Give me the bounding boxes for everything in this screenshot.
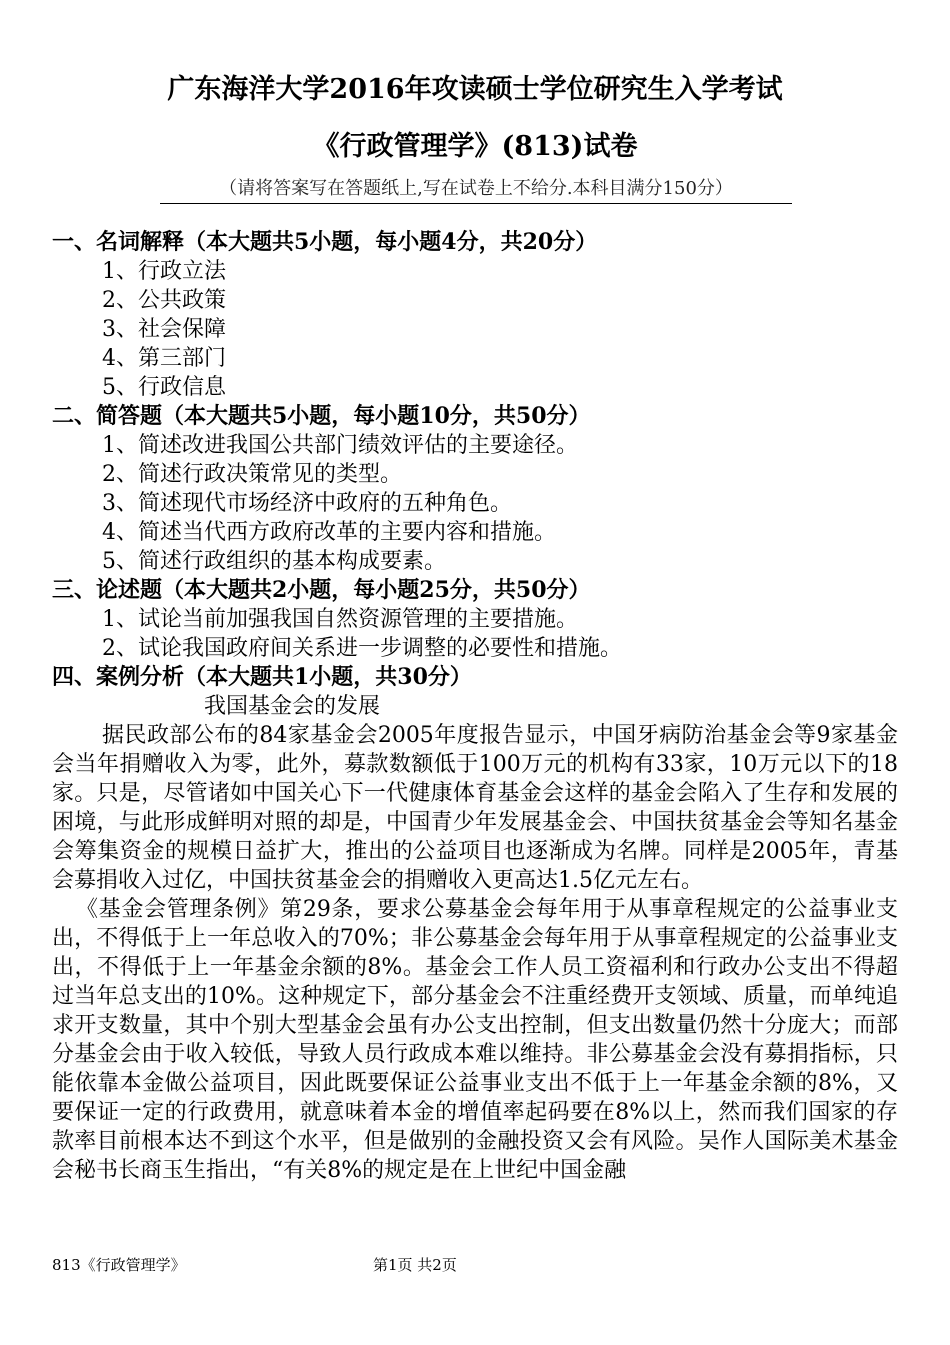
question-item: 3、社会保障 xyxy=(102,317,226,342)
question-item: 1、行政立法 xyxy=(102,259,226,284)
question-item: 5、简述行政组织的基本构成要素。 xyxy=(102,549,446,574)
footer-course: 813《行政管理学》 xyxy=(52,1256,186,1274)
question-item: 1、试论当前加强我国自然资源管理的主要措施。 xyxy=(102,607,578,632)
section-heading-3: 三、论述题（本大题共2小题，每小题25分，共50分） xyxy=(52,577,591,603)
case-paragraph: 据民政部公布的84家基金会2005年度报告显示，中国牙病防治基金会等9家基金会当年捐赠收入为零，此外，募款数额低于100万元的机构有33家，10万元以下的18家。只是，尽管诸如中国关心下一代健康体育基金会这样的基金会陷入了生存和发展的困境，与此形成鲜明对照的却是，中国青少年发展基金会、中国扶贫基金会等知名基金会筹集资金的规模日益扩大，推出的公益项目也逐渐成为名牌。同样是2005年，青基会募捐收入过亿，中国扶贫基金会的捐赠收入更高达1.5亿元左右。 xyxy=(52,723,898,893)
exam-content xyxy=(52,228,898,1185)
case-title: 我国基金会的发展 xyxy=(204,694,381,719)
exam-note: （请将答案写在答题纸上,写在试卷上不给分.本科目满分150分） xyxy=(160,175,792,204)
question-item: 5、行政信息 xyxy=(102,375,226,400)
exam-title: 广东海洋大学2016年攻读硕士学位研究生入学考试 xyxy=(167,74,783,105)
question-item: 4、简述当代西方政府改革的主要内容和措施。 xyxy=(102,520,556,545)
question-item: 4、第三部门 xyxy=(102,346,226,371)
question-item: 2、简述行政决策常见的类型。 xyxy=(102,462,402,487)
question-item: 3、简述现代市场经济中政府的五种角色。 xyxy=(102,491,512,516)
question-item: 2、公共政策 xyxy=(102,288,226,313)
section-heading-2: 二、简答题（本大题共5小题，每小题10分，共50分） xyxy=(52,403,591,429)
question-item: 1、简述改进我国公共部门绩效评估的主要途径。 xyxy=(102,433,578,458)
section-heading-4: 四、案例分析（本大题共1小题，共30分） xyxy=(52,664,472,690)
exam-subtitle: 《行政管理学》(813)试卷 xyxy=(312,131,638,162)
case-paragraph: 《基金会管理条例》第29条，要求公募基金会每年用于从事章程规定的公益事业支出，不得低于上一年总收入的70%；非公募基金会每年用于从事章程规定的公益事业支出，不得低于上一年基金余额的8%。基金会工作人员工资福利和行政办公支出不得超过当年总支出的10%。这种规定下，部分基金会不注重经费开支领域、质量，而单纯追求开支数量，其中个别大型基金会虽有办公支出控制，但支出数量仍然十分庞大；而部分基金会由于收入较低，导致人员行政成本难以维持。非公募基金会没有募捐指标，只能依靠本金做公益项目，因此既要保证公益事业支出不低于上一年基金余额的8%，又要保证一定的行政费用，就意味着本金的增值率起码要在8%以上，然而我们国家的存款率目前根本达不到这个水平，但是做别的金融投资又会有风险。吴作人国际美术基金会秘书长商玉生指出，“有关8%的规定是在上世纪中国金融 xyxy=(52,897,898,1183)
question-item: 2、试论我国政府间关系进一步调整的必要性和措施。 xyxy=(102,636,622,661)
footer-page-number: 第1页 共2页 xyxy=(373,1256,457,1274)
section-heading-1: 一、名词解释（本大题共5小题，每小题4分，共20分） xyxy=(52,229,598,255)
